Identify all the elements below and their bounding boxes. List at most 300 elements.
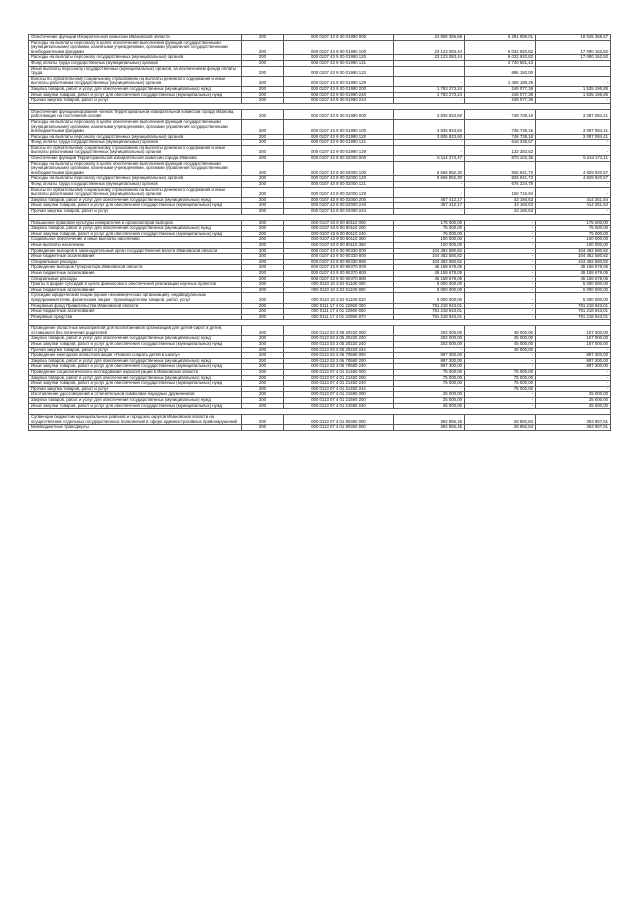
line-code: 200 xyxy=(242,226,284,232)
row-name: Прочая закупка товаров, работ и услуг xyxy=(29,209,242,215)
approved-amount: 75 000,00 xyxy=(394,226,465,232)
unexecuted-amount xyxy=(536,66,611,76)
executed-amount: 45 000,00 xyxy=(465,347,536,353)
budget-classification-code: 000 0107 43 9 00 01990 121 xyxy=(284,140,394,146)
row-name: Иные закупки товаров, работ и услуг для обеспечения государственных (муниципальных) нужд xyxy=(29,403,242,409)
approved-amount: 392 856,45 xyxy=(394,425,465,431)
budget-classification-code: 000 0113 03 3 05 20220 000 xyxy=(284,326,394,336)
row-name: Иные закупки товаров, работ и услуг для обеспечения государственных (муниципальных) нужд xyxy=(29,92,242,98)
unexecuted-amount: 897 300,00 xyxy=(536,358,611,364)
line-code: 200 xyxy=(242,303,284,309)
budget-classification-code: 000 0107 43 9 00 80110 360 xyxy=(284,242,394,248)
line-code: 200 xyxy=(242,86,284,92)
unexecuted-amount: 104 482 580,82 xyxy=(536,254,611,260)
approved-amount: 45 158 678,05 xyxy=(394,270,465,276)
unexecuted-amount: 791 218 943,01 xyxy=(536,303,611,309)
line-code: 200 xyxy=(242,55,284,61)
executed-amount: 28 892,84 xyxy=(465,415,536,425)
unexecuted-amount: 175 000,00 xyxy=(536,220,611,226)
table-row xyxy=(29,134,611,140)
line-code: 200 xyxy=(242,282,284,288)
unexecuted-amount: 104 482 580,82 xyxy=(536,259,611,265)
row-name: Фонд оплаты труда государственных (муниципальных) органов xyxy=(29,60,242,66)
unexecuted-amount: 157 000,00 xyxy=(536,326,611,336)
approved-amount: 25 000,00 xyxy=(394,403,465,409)
row-name: Иные закупки товаров, работ и услуг для обеспечения государственных (муниципальных) нужд xyxy=(29,381,242,387)
budget-classification-code: 000 0107 43 9 00 90370 800 xyxy=(284,270,394,276)
approved-amount: 5 000 000,00 xyxy=(394,282,465,288)
approved-amount: - xyxy=(394,98,465,104)
executed-amount: 248 077,39 xyxy=(465,92,536,98)
executed-amount: 748 739,16 xyxy=(465,134,536,140)
unexecuted-amount: 100 000,00 xyxy=(536,242,611,248)
unexecuted-amount: 104 482 580,82 xyxy=(536,248,611,254)
approved-amount: 75 000,00 xyxy=(394,375,465,381)
line-code: 200 xyxy=(242,336,284,342)
line-code: 200 xyxy=(242,353,284,359)
executed-amount: - xyxy=(465,270,536,276)
executed-amount: - xyxy=(465,242,536,248)
unexecuted-amount: 18 625 358,67 xyxy=(536,35,611,41)
budget-classification-code: 000 0107 43 9 00 90330 000 xyxy=(284,248,394,254)
executed-amount: - xyxy=(465,237,536,243)
row-name: Иные бюджетные ассигнования xyxy=(29,270,242,276)
approved-amount: 3 835 823,60 xyxy=(394,109,465,119)
executed-amount: 248 077,39 xyxy=(465,86,536,92)
line-code: 200 xyxy=(242,358,284,364)
budget-classification-code: 000 0107 43 9 00 90370 000 xyxy=(284,265,394,271)
approved-amount: - xyxy=(394,347,465,353)
approved-amount xyxy=(394,66,465,76)
budget-classification-code: 000 0113 07 4 01 21590 240 xyxy=(284,403,394,409)
table-row xyxy=(29,415,611,425)
approved-amount: 25 000,00 xyxy=(394,392,465,398)
row-name: Изготовление удостоверений и отличительной символики народных дружинников xyxy=(29,392,242,398)
approved-amount: 25 000,00 xyxy=(394,398,465,404)
budget-classification-code: 000 0107 43 9 00 02000 244 xyxy=(284,209,394,215)
line-code: 200 xyxy=(242,161,284,176)
table-row xyxy=(29,197,611,203)
executed-amount: 45 000,00 xyxy=(465,336,536,342)
row-name: Закупка товаров, работ и услуг для обеспечения государственных (муниципальных) нужд xyxy=(29,336,242,342)
line-code: 200 xyxy=(242,119,284,134)
line-code: 200 xyxy=(242,254,284,260)
row-name: Обеспечение функций Территориальной избирательной комиссии города Иванова xyxy=(29,156,242,162)
executed-amount: 28 892,84 xyxy=(465,425,536,431)
unexecuted-amount: 363 957,81 xyxy=(536,425,611,431)
table-row xyxy=(29,55,611,61)
approved-amount: 3 835 823,60 xyxy=(394,134,465,140)
executed-amount: - xyxy=(465,265,536,271)
row-name: Иные бюджетные ассигнования xyxy=(29,287,242,293)
unexecuted-amount: 3 087 084,41 xyxy=(536,119,611,134)
table-row xyxy=(29,326,611,336)
line-code: 200 xyxy=(242,415,284,425)
executed-amount: 150 716,94 xyxy=(465,187,536,197)
line-code: 200 xyxy=(242,259,284,265)
line-code: 200 xyxy=(242,109,284,119)
budget-classification-code: 000 0113 07 4 01 80350 000 xyxy=(284,415,394,425)
budget-classification-code: 000 0107 43 9 00 02000 000 xyxy=(284,156,394,162)
budget-classification-code: 000 0113 07 4 01 21450 244 xyxy=(284,386,394,392)
line-code: 200 xyxy=(242,60,284,66)
budget-classification-code: 000 0107 43 9 00 01990 129 xyxy=(284,145,394,155)
approved-amount: 75 000,00 xyxy=(394,231,465,237)
budget-classification-code: 000 0107 43 9 00 02000 121 xyxy=(284,182,394,188)
executed-amount: 75 000,00 xyxy=(465,375,536,381)
row-name: Специальные расходы xyxy=(29,259,242,265)
row-name: Закупка товаров, работ и услуг для обеспечения государственных (муниципальных) нужд xyxy=(29,358,242,364)
line-code: 200 xyxy=(242,220,284,226)
unexecuted-amount: - xyxy=(536,209,611,215)
executed-amount: - xyxy=(465,403,536,409)
row-name: Закупка товаров, работ и услуг для обеспечения государственных (муниципальных) нужд xyxy=(29,226,242,232)
approved-amount: 100 000,00 xyxy=(394,237,465,243)
line-code: 200 xyxy=(242,381,284,387)
approved-amount: - xyxy=(394,209,465,215)
executed-amount: 676 224,79 xyxy=(465,182,536,188)
approved-amount: - xyxy=(394,386,465,392)
table-row xyxy=(29,66,611,76)
budget-classification-code: 000 0113 07 4 01 21590 000 xyxy=(284,392,394,398)
executed-amount: 43 160,63 xyxy=(465,197,536,203)
line-code: 200 xyxy=(242,326,284,336)
budget-classification-code: 000 0107 43 9 00 01990 200 xyxy=(284,86,394,92)
line-code: 200 xyxy=(242,182,284,188)
executed-amount: - xyxy=(465,226,536,232)
row-name: Резервные средства xyxy=(29,314,242,320)
line-code: 200 xyxy=(242,309,284,315)
row-name: Закупка товаров, работ и услуг для обеспечения государственных (муниципальных) нужд xyxy=(29,86,242,92)
executed-amount: 6 032 920,82 xyxy=(465,40,536,55)
row-name: Закупка товаров, работ и услуг для обеспечения государственных (муниципальных) нужд xyxy=(29,197,242,203)
executed-amount: 886 150,00 xyxy=(465,66,536,76)
row-name: Иные закупки товаров, работ и услуг для обеспечения государственных (муниципальных) нужд xyxy=(29,364,242,370)
approved-amount: 392 856,45 xyxy=(394,415,465,425)
executed-amount: 132 283,52 xyxy=(465,145,536,155)
line-code: 200 xyxy=(242,176,284,182)
table-row xyxy=(29,140,611,146)
unexecuted-amount: 157 000,00 xyxy=(536,336,611,342)
approved-amount: 23 123 083,44 xyxy=(394,40,465,55)
row-name: Расходы на выплаты персоналу в целях обеспечения выполнения функций государственными (муниципальными) органами, казенными учреждениями, органами управления государственными внебюджетными фондами xyxy=(29,161,242,176)
unexecuted-amount: - xyxy=(536,375,611,381)
row-name: Иные бюджетные ассигнования xyxy=(29,254,242,260)
table-row xyxy=(29,145,611,155)
budget-classification-code: 000 0107 43 9 00 80110 200 xyxy=(284,226,394,232)
budget-classification-code: 000 0107 43 9 00 01990 000 xyxy=(284,109,394,119)
unexecuted-amount: 897 300,00 xyxy=(536,353,611,359)
line-code: 200 xyxy=(242,392,284,398)
table-row xyxy=(29,370,611,376)
executed-amount: - xyxy=(465,303,536,309)
unexecuted-amount: 4 829 920,57 xyxy=(536,176,611,182)
approved-amount: 5 656 862,30 xyxy=(394,176,465,182)
table-row xyxy=(29,203,611,209)
line-code: 200 xyxy=(242,231,284,237)
row-name: Субвенции бюджетам муниципальных районов и городских округов Ивановской области на осуществление отдельных государственных полномочий в сфере административных правонарушений xyxy=(29,415,242,425)
executed-amount: - xyxy=(465,353,536,359)
row-name: Проведение ежегодной областной акции «Помоги собрать детей в школу» xyxy=(29,353,242,359)
line-code: 200 xyxy=(242,66,284,76)
unexecuted-amount: 17 090 162,82 xyxy=(536,55,611,61)
unexecuted-amount: 25 000,00 xyxy=(536,398,611,404)
approved-amount: - xyxy=(394,187,465,197)
table-row xyxy=(29,119,611,134)
executed-amount: - xyxy=(465,259,536,265)
approved-amount: 75 000,00 xyxy=(394,381,465,387)
unexecuted-amount: 25 000,00 xyxy=(536,403,611,409)
executed-amount: - xyxy=(465,282,536,288)
line-code: 200 xyxy=(242,145,284,155)
approved-amount: 1 783 273,24 xyxy=(394,86,465,92)
row-name: Межбюджетные трансферты xyxy=(29,425,242,431)
line-code: 200 xyxy=(242,314,284,320)
approved-amount: 897 300,00 xyxy=(394,353,465,359)
unexecuted-amount: - xyxy=(536,187,611,197)
approved-amount: 100 000,00 xyxy=(394,242,465,248)
budget-classification-code: 000 0107 43 9 00 01990 100 xyxy=(284,119,394,134)
executed-amount: - xyxy=(465,392,536,398)
line-code: 200 xyxy=(242,293,284,303)
row-name: Иные бюджетные ассигнования xyxy=(29,309,242,315)
approved-amount: 3 835 823,60 xyxy=(394,119,465,134)
budget-classification-code: 000 0107 43 9 00 01990 120 xyxy=(284,134,394,140)
executed-amount: - xyxy=(465,220,536,226)
budget-classification-code: 000 0107 43 9 00 02000 129 xyxy=(284,187,394,197)
line-code: 200 xyxy=(242,425,284,431)
line-code: 200 xyxy=(242,347,284,353)
unexecuted-amount: - xyxy=(536,76,611,86)
budget-classification-code: 000 0110 10 3 02 61100 000 xyxy=(284,282,394,288)
budget-classification-code: 000 0113 03 3 06 70580 240 xyxy=(284,364,394,370)
executed-amount: 748 739,16 xyxy=(465,109,536,119)
table-row xyxy=(29,161,611,176)
row-name: Прочая закупка товаров, работ и услуг xyxy=(29,347,242,353)
budget-classification-code: 000 0113 03 3 05 20220 244 xyxy=(284,347,394,353)
executed-amount: 616 335,67 xyxy=(465,140,536,146)
unexecuted-amount: 4 829 920,57 xyxy=(536,161,611,176)
executed-amount: - xyxy=(465,314,536,320)
line-code: 200 xyxy=(242,398,284,404)
row-name: Прочая закупка товаров, работ и услуг xyxy=(29,386,242,392)
row-name: Проведение выборов в законодательный орган государственной власти Ивановской области xyxy=(29,248,242,254)
executed-amount: - xyxy=(465,287,536,293)
budget-classification-code: 000 0107 43 9 00 01990 122 xyxy=(284,66,394,76)
budget-classification-code: 000 0113 03 3 05 20220 200 xyxy=(284,336,394,342)
line-code: 200 xyxy=(242,276,284,282)
table-row xyxy=(29,86,611,92)
approved-amount: 202 000,00 xyxy=(394,342,465,348)
approved-amount: 6 114 274,47 xyxy=(394,156,465,162)
unexecuted-amount: 5 244 172,11 xyxy=(536,156,611,162)
table-row xyxy=(29,35,611,41)
table-row xyxy=(29,40,611,55)
line-code: 200 xyxy=(242,156,284,162)
budget-classification-code: 000 0107 43 9 00 01990 121 xyxy=(284,60,394,66)
unexecuted-amount: 157 000,00 xyxy=(536,342,611,348)
unexecuted-amount: 414 251,54 xyxy=(536,203,611,209)
unexecuted-amount: 25 000,00 xyxy=(536,392,611,398)
line-code: 200 xyxy=(242,237,284,243)
line-code: 200 xyxy=(242,242,284,248)
executed-amount: - xyxy=(465,248,536,254)
unexecuted-amount: 791 218 943,01 xyxy=(536,314,611,320)
approved-amount: 897 300,00 xyxy=(394,358,465,364)
approved-amount: 457 412,17 xyxy=(394,197,465,203)
executed-amount: 826 941,73 xyxy=(465,161,536,176)
line-code: 200 xyxy=(242,386,284,392)
executed-amount: 45 000,00 xyxy=(465,342,536,348)
table-row xyxy=(29,176,611,182)
approved-amount: 104 482 580,82 xyxy=(394,248,465,254)
row-name: Расходы на выплаты персоналу в целях обеспечения выполнения функций государственными (муниципальными) органами, казенными учреждениями, органами управления государственными внебюджетными фондами xyxy=(29,119,242,134)
executed-amount: 6 281 998,01 xyxy=(465,35,536,41)
unexecuted-amount: - xyxy=(536,98,611,104)
row-name: Иные закупки товаров, работ и услуг для обеспечения государственных (муниципальных) нужд xyxy=(29,231,242,237)
budget-classification-code: 000 0107 43 9 00 01990 244 xyxy=(284,98,394,104)
executed-amount: - xyxy=(465,231,536,237)
budget-classification-code: 000 0107 43 9 00 01990 129 xyxy=(284,76,394,86)
line-code: 200 xyxy=(242,134,284,140)
table-row xyxy=(29,92,611,98)
approved-amount: 45 158 678,05 xyxy=(394,276,465,282)
executed-amount: 75 000,00 xyxy=(465,370,536,376)
table-row xyxy=(29,425,611,431)
row-name: Иные выплаты персоналу государственных (муниципальных) органов, за исключением фонда оплаты труда xyxy=(29,66,242,76)
unexecuted-amount: 897 300,00 xyxy=(536,364,611,370)
row-name: Субсидии юридическим лицам (кроме некоммерческих организаций), индивидуальным предпринимателям, физическим лицам - производителям товаров, работ, услуг xyxy=(29,293,242,303)
row-name: Фонд оплаты труда государственных (муниципальных) органов xyxy=(29,182,242,188)
line-code: 200 xyxy=(242,76,284,86)
row-name: Иные закупки товаров, работ и услуг для обеспечения государственных (муниципальных) нужд xyxy=(29,342,242,348)
unexecuted-amount: 3 087 084,41 xyxy=(536,134,611,140)
budget-classification-code: 000 0113 03 3 06 70580 000 xyxy=(284,353,394,359)
row-name: Проведение социологического исследования наркоситуации в Ивановской области xyxy=(29,370,242,376)
budget-classification-code: 000 0113 07 4 01 21450 000 xyxy=(284,370,394,376)
approved-amount: 457 412,17 xyxy=(394,203,465,209)
unexecuted-amount: - xyxy=(536,145,611,155)
unexecuted-amount: 75 000,00 xyxy=(536,226,611,232)
approved-amount: - xyxy=(394,76,465,86)
budget-classification-code: 000 0107 43 9 00 90330 880 xyxy=(284,259,394,265)
approved-amount: 45 158 678,05 xyxy=(394,265,465,271)
unexecuted-amount: - xyxy=(536,386,611,392)
approved-amount: 791 218 943,01 xyxy=(394,309,465,315)
unexecuted-amount: 3 087 084,41 xyxy=(536,109,611,119)
unexecuted-amount: - xyxy=(536,182,611,188)
budget-classification-code: 000 0107 43 9 00 80110 240 xyxy=(284,231,394,237)
row-name: Расходы на выплаты персоналу в целях обеспечения выполнения функций государственными (муниципальными) органами, казенными учреждениями, органами управления государственными внебюджетными фондами xyxy=(29,40,242,55)
executed-amount: - xyxy=(465,309,536,315)
executed-amount: - xyxy=(465,293,536,303)
row-name: Гранты в форме субсидий в целях финансового обеспечения реализации научных проектов xyxy=(29,282,242,288)
budget-classification-code: 000 0107 43 9 00 90370 880 xyxy=(284,276,394,282)
budget-classification-code: 000 0107 43 9 00 80110 300 xyxy=(284,237,394,243)
row-name: Прочая закупка товаров, работ и услуг xyxy=(29,98,242,104)
line-code: 200 xyxy=(242,364,284,370)
row-name: Проведение выборов Губернатора Ивановской области xyxy=(29,265,242,271)
executed-amount: 75 000,00 xyxy=(465,386,536,392)
executed-amount: - xyxy=(465,364,536,370)
table-row xyxy=(29,109,611,119)
row-name: Специальные расходы xyxy=(29,276,242,282)
executed-amount: 45 000,00 xyxy=(465,326,536,336)
approved-amount: 5 000 000,00 xyxy=(394,293,465,303)
row-name: Социальное обеспечение и иные выплаты населению xyxy=(29,237,242,243)
budget-classification-code: 000 0107 43 9 00 02000 120 xyxy=(284,176,394,182)
budget-table-sheet xyxy=(28,34,610,431)
row-name: Проведение областных мероприятий для воспитанников организаций для детей-сирот и детей, оставшихся без попечения родителей xyxy=(29,326,242,336)
budget-classification-code: 000 0113 03 3 05 20220 240 xyxy=(284,342,394,348)
budget-classification-code: 000 0113 07 4 01 21450 200 xyxy=(284,375,394,381)
row-name: Обеспечение функций Избирательной комиссии Ивановской области xyxy=(29,35,242,41)
table-row xyxy=(29,375,611,381)
executed-amount: 748 739,16 xyxy=(465,119,536,134)
budget-classification-code: 000 0107 43 9 00 01990 100 xyxy=(284,40,394,55)
row-name: Расходы на выплаты персоналу государственных (муниципальных) органов xyxy=(29,176,242,182)
row-name: Расходы на выплаты персоналу государственных (муниципальных) органов xyxy=(29,134,242,140)
line-code: 200 xyxy=(242,265,284,271)
unexecuted-amount: 414 251,54 xyxy=(536,197,611,203)
unexecuted-amount: - xyxy=(536,140,611,146)
budget-classification-code: 000 0107 43 9 00 01990 240 xyxy=(284,92,394,98)
row-name: Взносы по обязательному социальному страхованию на выплаты денежного содержания и иные выплаты работникам государственных (муниципальных) органов xyxy=(29,187,242,197)
budget-classification-code: 000 0111 17 4 01 22960 870 xyxy=(284,314,394,320)
approved-amount: 5 656 862,30 xyxy=(394,161,465,176)
table-row xyxy=(29,293,611,303)
budget-classification-code: 000 0107 43 9 00 01990 000 xyxy=(284,35,394,41)
approved-amount: 24 906 356,68 xyxy=(394,35,465,41)
budget-classification-code: 000 0107 43 9 00 01990 120 xyxy=(284,55,394,61)
row-name: Повышение правовой культуры избирателей и организаторов выборов xyxy=(29,220,242,226)
budget-classification-code: 000 0113 07 4 01 21450 240 xyxy=(284,381,394,387)
line-code: 200 xyxy=(242,248,284,254)
approved-amount: - xyxy=(394,140,465,146)
table-row xyxy=(29,76,611,86)
executed-amount: - xyxy=(465,398,536,404)
table-row xyxy=(29,381,611,387)
line-code: 200 xyxy=(242,342,284,348)
executed-amount: 75 000,00 xyxy=(465,381,536,387)
unexecuted-amount: 1 535 195,85 xyxy=(536,86,611,92)
unexecuted-amount: 45 158 678,05 xyxy=(536,265,611,271)
approved-amount: 75 000,00 xyxy=(394,370,465,376)
executed-amount: - xyxy=(465,254,536,260)
executed-amount: 43 160,63 xyxy=(465,203,536,209)
line-code: 200 xyxy=(242,35,284,41)
line-code: 200 xyxy=(242,140,284,146)
table-row xyxy=(29,182,611,188)
approved-amount: 202 000,00 xyxy=(394,336,465,342)
row-name: Фонд оплаты труда государственных (муниципальных) органов xyxy=(29,140,242,146)
budget-classification-code: 000 0107 43 9 00 80110 000 xyxy=(284,220,394,226)
approved-amount: - xyxy=(394,182,465,188)
budget-classification-code: 000 0107 43 9 00 02000 240 xyxy=(284,203,394,209)
row-name: Иные закупки товаров, работ и услуг для обеспечения государственных (муниципальных) нужд xyxy=(29,203,242,209)
budget-classification-code: 000 0107 43 9 00 02000 100 xyxy=(284,161,394,176)
line-code: 200 xyxy=(242,209,284,215)
table-row xyxy=(29,342,611,348)
budget-classification-code: 000 0107 43 9 00 02000 200 xyxy=(284,197,394,203)
line-code: 200 xyxy=(242,375,284,381)
executed-amount: 1 406 189,39 xyxy=(465,76,536,86)
table-body xyxy=(29,35,611,431)
table-row xyxy=(29,336,611,342)
approved-amount: 1 783 273,24 xyxy=(394,92,465,98)
row-name: Расходы на выплаты персоналу государственных (муниципальных) органов xyxy=(29,55,242,61)
budget-classification-code: 000 0110 10 3 02 61100 810 xyxy=(284,293,394,303)
